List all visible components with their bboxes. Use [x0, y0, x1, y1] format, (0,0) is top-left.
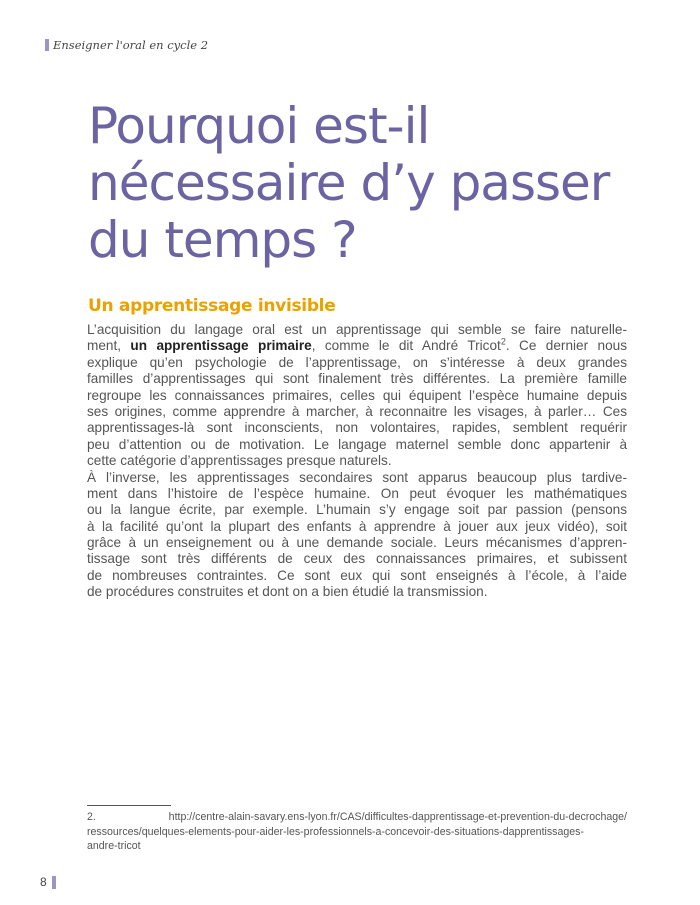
text-line: à la facilité qu’ont la plupart des enfants à apprendre à jouer aux jeux vidéo), soit	[87, 518, 627, 534]
text-line: grâce à un enseignement ou à une demande sociale. Leurs mécanismes d’appren-	[87, 535, 627, 551]
text-line: explique qu’en psychologie de l’apprentissage, on s’intéresse à deux grandes	[87, 354, 627, 370]
text-line: cette catégorie d’apprentissages presque naturels.	[87, 453, 392, 469]
body-text	[87, 322, 627, 601]
text-line: L’acquisition du langage oral est un apprentissage qui semble se faire naturelle-	[87, 322, 627, 337]
footnote-line[interactable]: 2. http://centre-alain-savary.ens-lyon.fr/CAS/difficultes-dapprentissage-et-prevention-du-decrochage/	[87, 811, 627, 823]
footnote-line[interactable]: ressources/quelques-elements-pour-aider-les-professionnels-a-concevoir-des-situations-dapprentissages-	[87, 825, 584, 838]
paragraph-2	[87, 470, 627, 601]
section-heading: Un apprentissage invisible	[88, 296, 336, 316]
text-line: familles d’apprentissages qui sont finalement très différentes. La première famille	[87, 371, 627, 387]
footnote-ref[interactable]: 2	[500, 338, 506, 347]
text-segment: . Ce dernier nous	[505, 338, 627, 354]
text-line: tissage sont très différents de ceux des connaissances primaires, et subissent	[87, 551, 627, 567]
text-line: regroupe les connaissances primaires, celles qui équipent l’espèce humaine depuis	[87, 387, 627, 403]
text-line: ment dans l’histoire de l’espèce humaine. On peut évoquer les mathématiques	[87, 485, 627, 501]
footnote-divider	[87, 805, 171, 806]
title-line: nécessaire d’y passer	[88, 154, 610, 212]
title-line: Pourquoi est-il	[88, 97, 430, 155]
running-head-text: Enseigner l'oral en cycle 2	[53, 38, 209, 52]
page-title	[88, 98, 609, 269]
text-segment: , comme le dit André Tricot	[311, 338, 501, 354]
text-segment: ment,	[87, 338, 131, 354]
text-line: ou la langue écrite, par exemple. L’humain s’y engage soit par passion (pensons	[87, 502, 627, 518]
text-line: ses origines, comme apprendre à marcher, à reconnaitre les visages, à parler… Ces	[87, 403, 627, 419]
text-line: de nombreuses contraintes. Ce sont eux qui sont enseignés à l’école, à l’aide	[87, 567, 627, 583]
running-head	[45, 38, 208, 52]
text-line: de procédures construites et dont on a bien étudié la transmission.	[87, 584, 488, 600]
text-line: peu d’attention ou de motivation. Le langage maternel semble donc appartenir à	[87, 436, 627, 452]
title-line: du temps ?	[88, 211, 357, 269]
text-line: apprentissages-là sont inconscients, non volontaires, rapides, semblent requérir	[87, 420, 627, 436]
page-number-marker	[52, 876, 56, 889]
footnote	[87, 810, 627, 854]
page-number	[40, 875, 60, 889]
paragraph-1	[87, 322, 627, 470]
text-line: À l’inverse, les apprentissages secondaires sont apparus beaucoup plus tardive-	[87, 469, 627, 485]
bold-term: un apprentissage primaire	[130, 338, 312, 354]
running-head-marker	[45, 39, 49, 51]
text-line	[87, 338, 627, 354]
footnote-line[interactable]: andre-tricot	[87, 840, 141, 852]
page-number-text: 8	[40, 875, 47, 889]
